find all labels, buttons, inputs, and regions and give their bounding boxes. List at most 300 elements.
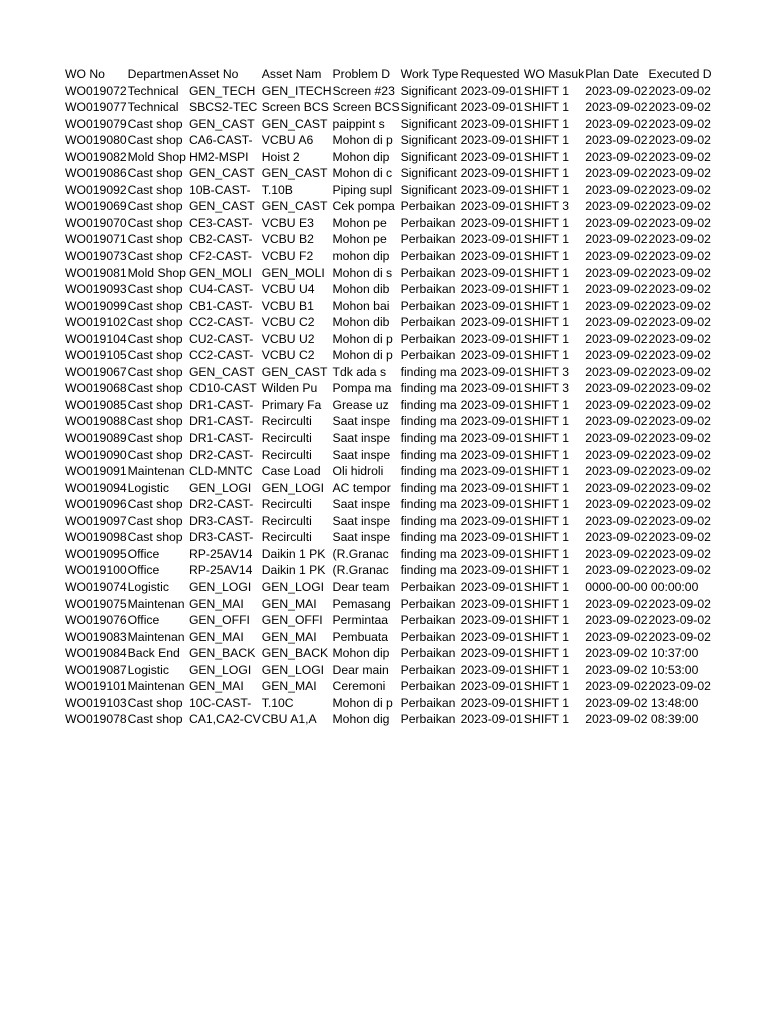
cell-wo-masuk: SHIFT 1 [523, 579, 570, 594]
cell-wo-no: WO019082 [65, 149, 127, 164]
cell-asset-no: DR2-CAST- [188, 447, 254, 462]
cell-wo-masuk: SHIFT 1 [523, 464, 570, 479]
cell-asset-name: Recirculti [261, 530, 312, 545]
cell-requested: 2023-09-01 [460, 497, 523, 512]
cell-plan-date: 2023-09-02 [585, 596, 648, 611]
cell-wo-no: WO019069 [65, 199, 127, 214]
header-wo-masuk: WO Masuk [523, 67, 585, 81]
cell-department: Cast shop [127, 249, 183, 264]
cell-asset-no: GEN_CAST [188, 166, 255, 181]
cell-problem-desc: Saat inspe [332, 414, 391, 429]
cell-work-type: finding ma [400, 480, 457, 495]
cell-requested: 2023-09-01 [460, 381, 523, 396]
cell-asset-no: 10C-CAST- [188, 695, 252, 710]
cell-problem-desc: Permintaa [332, 613, 389, 628]
cell-work-type: finding ma [400, 546, 457, 561]
cell-wo-masuk: SHIFT 1 [523, 232, 570, 247]
cell-work-type: Perbaikan [400, 679, 456, 694]
header-problem-desc: Problem D [332, 67, 391, 81]
cell-plan-date: 2023-09-02 [585, 149, 648, 164]
cell-problem-desc: Screen BCS [332, 100, 400, 115]
cell-wo-no: WO019072 [65, 83, 127, 98]
table-row [64, 413, 712, 430]
table-row [64, 397, 712, 414]
cell-asset-no: GEN_LOGI [188, 662, 252, 677]
cell-problem-desc: Screen #23 [332, 83, 395, 98]
cell-executed-date: 2023-09-02 [648, 249, 711, 264]
cell-asset-name: VCBU U2 [261, 331, 315, 346]
cell-wo-masuk: SHIFT 1 [523, 166, 570, 181]
cell-executed-date: 2023-09-02 [648, 282, 711, 297]
cell-wo-masuk: SHIFT 1 [523, 546, 570, 561]
cell-department: Cast shop [127, 232, 183, 247]
cell-department: Office [127, 613, 160, 628]
table-row [64, 430, 712, 447]
cell-problem-desc: mohon dip [332, 249, 390, 264]
cell-plan-date: 2023-09-02 [585, 447, 648, 462]
cell-asset-name: GEN_BACK [261, 646, 329, 661]
cell-department: Cast shop [127, 414, 183, 429]
cell-requested: 2023-09-01 [460, 613, 523, 628]
cell-department: Maintenan [127, 464, 185, 479]
cell-wo-no: WO019079 [65, 116, 127, 131]
table-row [64, 198, 712, 215]
cell-executed-date: 2023-09-02 [648, 431, 711, 446]
cell-plan-date: 2023-09-02 [585, 364, 648, 379]
cell-department: Cast shop [127, 497, 183, 512]
cell-problem-desc: Dear team [332, 579, 390, 594]
cell-plan-date: 2023-09-02 [585, 315, 648, 330]
cell-asset-no: GEN_MAI [188, 596, 244, 611]
cell-work-type: Significant [400, 149, 457, 164]
cell-department: Cast shop [127, 431, 183, 446]
cell-department: Cast shop [127, 315, 183, 330]
cell-problem-desc: Mohon dip [332, 149, 390, 164]
table-row [64, 298, 712, 315]
cell-wo-masuk: SHIFT 1 [523, 513, 570, 528]
cell-plan-date: 2023-09-02 [585, 133, 648, 148]
cell-problem-desc: AC tempor [332, 480, 391, 495]
table-row [64, 546, 712, 563]
cell-work-type: Perbaikan [400, 712, 456, 727]
cell-problem-desc: Saat inspe [332, 513, 391, 528]
cell-wo-masuk: SHIFT 3 [523, 199, 570, 214]
table-row [64, 364, 712, 381]
cell-wo-no: WO019095 [65, 546, 127, 561]
cell-asset-no: GEN_MOLI [188, 265, 252, 280]
cell-plan-date: 2023-09-02 [585, 83, 648, 98]
cell-asset-no: CA1,CA2-CV [188, 712, 261, 727]
table-body [64, 83, 712, 728]
cell-wo-no: WO019068 [65, 381, 127, 396]
cell-work-type: Significant [400, 182, 457, 197]
cell-asset-no: DR1-CAST- [188, 431, 254, 446]
cell-problem-desc: Pemasang [332, 596, 391, 611]
cell-wo-no: WO019091 [65, 464, 127, 479]
table-row [64, 645, 712, 662]
cell-plan-date: 2023-09-02 [585, 480, 648, 495]
cell-wo-masuk: SHIFT 1 [523, 480, 570, 495]
cell-department: Cast shop [127, 116, 183, 131]
header-department: Departmen [127, 67, 188, 81]
cell-asset-no: GEN_CAST [188, 364, 255, 379]
cell-problem-desc: Pompa ma [332, 381, 392, 396]
table-row [64, 380, 712, 397]
cell-wo-masuk: SHIFT 1 [523, 149, 570, 164]
table-row [64, 463, 712, 480]
cell-wo-masuk: SHIFT 1 [523, 331, 570, 346]
cell-requested: 2023-09-01 [460, 629, 523, 644]
table-row [64, 711, 712, 728]
cell-asset-no: 10B-CAST- [188, 182, 251, 197]
cell-requested: 2023-09-01 [460, 397, 523, 412]
cell-requested: 2023-09-01 [460, 679, 523, 694]
cell-executed-date: 2023-09-02 [648, 563, 711, 578]
cell-wo-no: WO019093 [65, 282, 127, 297]
cell-problem-desc: (R.Granac [332, 563, 389, 578]
table-row [64, 281, 712, 298]
cell-asset-no: RP-25AV14 [188, 546, 253, 561]
cell-department: Cast shop [127, 166, 183, 181]
cell-wo-masuk: SHIFT 1 [523, 695, 570, 710]
cell-problem-desc: Mohon dig [332, 712, 390, 727]
cell-executed-date: 2023-09-02 [648, 265, 711, 280]
cell-executed-date: 2023-09-02 [648, 298, 711, 313]
cell-plan-date: 2023-09-02 08:39:00 [585, 712, 699, 727]
cell-problem-desc: Saat inspe [332, 497, 391, 512]
cell-wo-masuk: SHIFT 1 [523, 679, 570, 694]
cell-work-type: Perbaikan [400, 613, 456, 628]
cell-work-type: Perbaikan [400, 596, 456, 611]
cell-problem-desc: Mohon di c [332, 166, 393, 181]
cell-department: Cast shop [127, 182, 183, 197]
cell-asset-name: CBU A1,A [261, 712, 317, 727]
cell-asset-no: CE3-CAST- [188, 215, 253, 230]
cell-asset-name: Recirculti [261, 447, 312, 462]
cell-requested: 2023-09-01 [460, 695, 523, 710]
table-row [64, 182, 712, 199]
cell-problem-desc: Dear main [332, 662, 389, 677]
cell-wo-no: WO019102 [65, 315, 127, 330]
cell-wo-no: WO019078 [65, 712, 127, 727]
cell-executed-date: 2023-09-02 [648, 629, 711, 644]
cell-wo-masuk: SHIFT 1 [523, 563, 570, 578]
cell-department: Cast shop [127, 298, 183, 313]
cell-executed-date: 2023-09-02 [648, 447, 711, 462]
cell-work-type: finding ma [400, 497, 457, 512]
cell-asset-no: GEN_OFFI [188, 613, 250, 628]
cell-asset-no: HM2-MSPI [188, 149, 249, 164]
cell-asset-name: Recirculti [261, 414, 312, 429]
table-row [64, 116, 712, 133]
cell-requested: 2023-09-01 [460, 199, 523, 214]
cell-plan-date: 2023-09-02 [585, 166, 648, 181]
header-wo-no: WO No [65, 67, 105, 81]
cell-asset-no: CB2-CAST- [188, 232, 253, 247]
cell-asset-name: T.10B [261, 182, 293, 197]
cell-executed-date: 2023-09-02 [648, 397, 711, 412]
cell-requested: 2023-09-01 [460, 712, 523, 727]
cell-asset-name: Hoist 2 [261, 149, 300, 164]
table-row [64, 529, 712, 546]
cell-wo-masuk: SHIFT 1 [523, 596, 570, 611]
cell-problem-desc: Mohon pe [332, 215, 387, 230]
cell-department: Office [127, 546, 160, 561]
cell-asset-no: DR1-CAST- [188, 414, 254, 429]
cell-plan-date: 2023-09-02 [585, 215, 648, 230]
cell-plan-date: 2023-09-02 [585, 497, 648, 512]
cell-wo-no: WO019096 [65, 497, 127, 512]
cell-wo-masuk: SHIFT 1 [523, 712, 570, 727]
cell-asset-name: Recirculti [261, 513, 312, 528]
cell-requested: 2023-09-01 [460, 149, 523, 164]
cell-asset-no: CLD-MNTC [188, 464, 253, 479]
cell-asset-no: GEN_CAST [188, 199, 255, 214]
cell-asset-name: Daikin 1 PK [261, 563, 326, 578]
cell-wo-masuk: SHIFT 1 [523, 662, 570, 677]
cell-problem-desc: Saat inspe [332, 431, 391, 446]
cell-department: Cast shop [127, 331, 183, 346]
cell-problem-desc: Mohon di s [332, 265, 393, 280]
cell-wo-masuk: SHIFT 3 [523, 381, 570, 396]
cell-wo-masuk: SHIFT 1 [523, 497, 570, 512]
cell-department: Technical [127, 100, 179, 115]
cell-asset-name: GEN_ITECH [261, 83, 332, 98]
cell-problem-desc: Piping supl [332, 182, 393, 197]
cell-plan-date: 2023-09-02 [585, 232, 648, 247]
table-row [64, 562, 712, 579]
cell-work-type: finding ma [400, 414, 457, 429]
cell-department: Cast shop [127, 397, 183, 412]
cell-wo-no: WO019099 [65, 298, 127, 313]
cell-plan-date: 2023-09-02 [585, 100, 648, 115]
cell-asset-name: GEN_CAST [261, 166, 328, 181]
cell-department: Cast shop [127, 282, 183, 297]
cell-asset-name: VCBU C2 [261, 315, 315, 330]
cell-asset-no: DR3-CAST- [188, 513, 254, 528]
cell-wo-no: WO019086 [65, 166, 127, 181]
cell-work-type: finding ma [400, 563, 457, 578]
cell-executed-date: 2023-09-02 [648, 381, 711, 396]
cell-requested: 2023-09-01 [460, 646, 523, 661]
cell-problem-desc: Mohon bai [332, 298, 390, 313]
table-row [64, 579, 712, 596]
cell-work-type: Perbaikan [400, 315, 456, 330]
cell-wo-no: WO019076 [65, 613, 127, 628]
cell-work-type: Perbaikan [400, 579, 456, 594]
table-row [64, 596, 712, 613]
cell-wo-masuk: SHIFT 1 [523, 265, 570, 280]
cell-executed-date: 2023-09-02 [648, 133, 711, 148]
cell-problem-desc: Mohon di p [332, 348, 393, 363]
cell-asset-name: T.10C [261, 695, 294, 710]
table-row [64, 662, 712, 679]
cell-wo-masuk: SHIFT 1 [523, 133, 570, 148]
cell-requested: 2023-09-01 [460, 348, 523, 363]
cell-plan-date: 2023-09-02 [585, 414, 648, 429]
cell-work-type: Perbaikan [400, 232, 456, 247]
cell-work-type: Perbaikan [400, 646, 456, 661]
cell-requested: 2023-09-01 [460, 546, 523, 561]
cell-executed-date: 2023-09-02 [648, 149, 711, 164]
cell-work-type: Perbaikan [400, 215, 456, 230]
cell-wo-no: WO019090 [65, 447, 127, 462]
cell-problem-desc: Grease uz [332, 397, 389, 412]
cell-work-type: Perbaikan [400, 662, 456, 677]
table-row [64, 331, 712, 348]
cell-wo-no: WO019101 [65, 679, 127, 694]
cell-asset-name: VCBU C2 [261, 348, 315, 363]
cell-asset-name: Daikin 1 PK [261, 546, 326, 561]
cell-work-type: finding ma [400, 364, 457, 379]
header-asset-name: Asset Nam [261, 67, 322, 81]
header-requested: Requested [460, 67, 520, 81]
cell-asset-no: RP-25AV14 [188, 563, 253, 578]
cell-asset-name: GEN_MOLI [261, 265, 325, 280]
cell-plan-date: 2023-09-02 [585, 265, 648, 280]
cell-department: Cast shop [127, 381, 183, 396]
cell-wo-no: WO019084 [65, 646, 127, 661]
cell-wo-no: WO019088 [65, 414, 127, 429]
cell-department: Logistic [127, 662, 169, 677]
cell-wo-no: WO019085 [65, 397, 127, 412]
cell-asset-name: VCBU E3 [261, 215, 314, 230]
cell-plan-date: 2023-09-02 [585, 381, 648, 396]
cell-executed-date: 2023-09-02 [648, 315, 711, 330]
cell-asset-no: CF2-CAST- [188, 249, 252, 264]
cell-department: Back End [127, 646, 180, 661]
cell-asset-name: GEN_CAST [261, 199, 328, 214]
cell-department: Technical [127, 83, 179, 98]
cell-problem-desc: Saat inspe [332, 530, 391, 545]
cell-asset-no: GEN_MAI [188, 629, 244, 644]
cell-department: Maintenan [127, 679, 185, 694]
cell-wo-no: WO019087 [65, 662, 127, 677]
cell-asset-name: Case Load [261, 464, 321, 479]
cell-plan-date: 2023-09-02 [585, 397, 648, 412]
cell-asset-no: GEN_MAI [188, 679, 244, 694]
cell-wo-no: WO019100 [65, 563, 127, 578]
cell-requested: 2023-09-01 [460, 215, 523, 230]
cell-department: Cast shop [127, 695, 183, 710]
cell-work-type: Perbaikan [400, 249, 456, 264]
spreadsheet [64, 66, 712, 728]
cell-plan-date: 2023-09-02 [585, 182, 648, 197]
cell-wo-masuk: SHIFT 1 [523, 249, 570, 264]
cell-work-type: finding ma [400, 447, 457, 462]
cell-work-type: Significant [400, 100, 457, 115]
cell-asset-no: GEN_LOGI [188, 579, 252, 594]
cell-plan-date: 2023-09-02 13:48:00 [585, 695, 699, 710]
cell-requested: 2023-09-01 [460, 100, 523, 115]
cell-asset-name: Recirculti [261, 497, 312, 512]
cell-requested: 2023-09-01 [460, 364, 523, 379]
cell-asset-name: VCBU A6 [261, 133, 314, 148]
table-row [64, 265, 712, 282]
cell-plan-date: 2023-09-02 [585, 116, 648, 131]
cell-work-type: finding ma [400, 381, 457, 396]
cell-problem-desc: Mohon pe [332, 232, 387, 247]
cell-work-type: finding ma [400, 513, 457, 528]
cell-asset-name: Screen BCS [261, 100, 329, 115]
cell-wo-masuk: SHIFT 1 [523, 116, 570, 131]
cell-requested: 2023-09-01 [460, 166, 523, 181]
cell-plan-date: 2023-09-02 [585, 530, 648, 545]
cell-wo-no: WO019067 [65, 364, 127, 379]
cell-work-type: Perbaikan [400, 282, 456, 297]
cell-plan-date: 0000-00-00 00:00:00 [585, 579, 699, 594]
cell-plan-date: 2023-09-02 [585, 282, 648, 297]
cell-department: Cast shop [127, 530, 183, 545]
cell-asset-name: GEN_CAST [261, 116, 328, 131]
cell-wo-no: WO019077 [65, 100, 127, 115]
cell-work-type: Significant [400, 116, 457, 131]
cell-asset-no: GEN_TECH [188, 83, 256, 98]
cell-executed-date: 2023-09-02 [648, 480, 711, 495]
cell-department: Cast shop [127, 447, 183, 462]
cell-work-type: Significant [400, 166, 457, 181]
cell-wo-no: WO019081 [65, 265, 127, 280]
cell-wo-no: WO019074 [65, 579, 127, 594]
table-row [64, 447, 712, 464]
cell-plan-date: 2023-09-02 [585, 563, 648, 578]
cell-department: Mold Shop [127, 265, 186, 280]
cell-plan-date: 2023-09-02 [585, 348, 648, 363]
cell-wo-no: WO019097 [65, 513, 127, 528]
cell-department: Mold Shop [127, 149, 186, 164]
cell-problem-desc: Ceremoni [332, 679, 386, 694]
cell-problem-desc: Saat inspe [332, 447, 391, 462]
table-row [64, 83, 712, 100]
cell-problem-desc: Mohon dib [332, 282, 390, 297]
cell-executed-date: 2023-09-02 [648, 546, 711, 561]
cell-problem-desc: Oli hidroli [332, 464, 384, 479]
cell-executed-date: 2023-09-02 [648, 215, 711, 230]
cell-department: Cast shop [127, 199, 183, 214]
cell-requested: 2023-09-01 [460, 596, 523, 611]
table-row [64, 678, 712, 695]
cell-wo-masuk: SHIFT 1 [523, 298, 570, 313]
cell-asset-no: GEN_LOGI [188, 480, 252, 495]
cell-work-type: finding ma [400, 530, 457, 545]
cell-requested: 2023-09-01 [460, 579, 523, 594]
cell-asset-no: CC2-CAST- [188, 315, 254, 330]
cell-wo-no: WO019103 [65, 695, 127, 710]
cell-asset-no: CD10-CAST [188, 381, 257, 396]
cell-wo-masuk: SHIFT 1 [523, 100, 570, 115]
cell-asset-name: VCBU B2 [261, 232, 314, 247]
cell-executed-date: 2023-09-02 [648, 464, 711, 479]
cell-wo-no: WO019094 [65, 480, 127, 495]
cell-executed-date: 2023-09-02 [648, 83, 711, 98]
table-row [64, 165, 712, 182]
table-row [64, 695, 712, 712]
cell-asset-name: GEN_MAI [261, 679, 317, 694]
cell-asset-name: GEN_CAST [261, 364, 328, 379]
cell-asset-no: DR1-CAST- [188, 397, 254, 412]
table-row [64, 347, 712, 364]
cell-work-type: finding ma [400, 397, 457, 412]
cell-asset-no: CU4-CAST- [188, 282, 254, 297]
cell-department: Cast shop [127, 513, 183, 528]
cell-problem-desc: Pembuata [332, 629, 389, 644]
cell-requested: 2023-09-01 [460, 563, 523, 578]
cell-work-type: Perbaikan [400, 348, 456, 363]
cell-wo-masuk: SHIFT 1 [523, 282, 570, 297]
cell-wo-masuk: SHIFT 1 [523, 530, 570, 545]
cell-requested: 2023-09-01 [460, 116, 523, 131]
cell-executed-date: 2023-09-02 [648, 182, 711, 197]
